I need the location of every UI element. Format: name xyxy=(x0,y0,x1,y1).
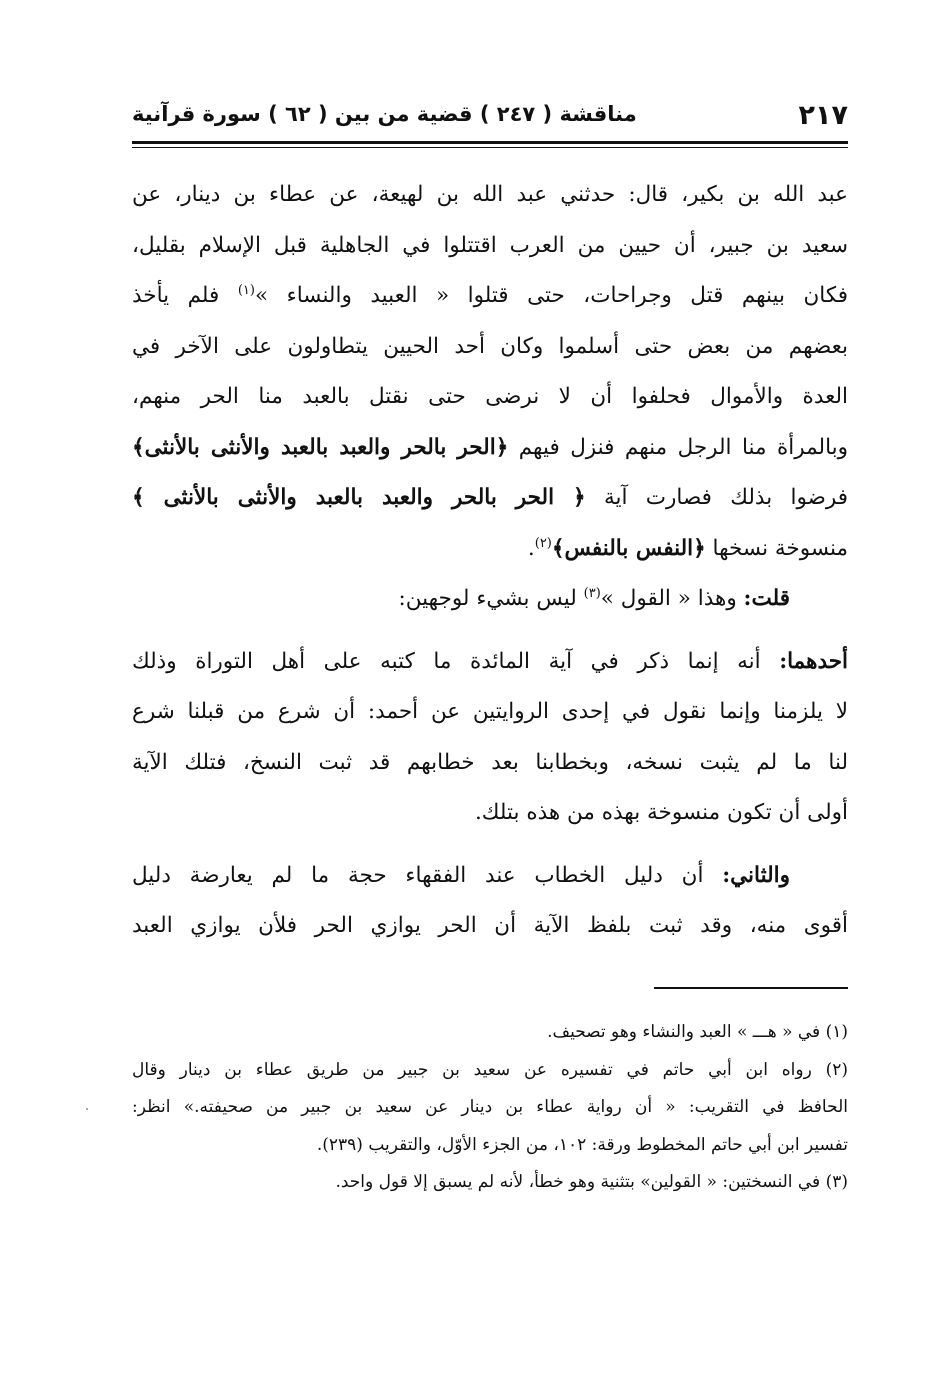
text-line xyxy=(132,170,848,221)
text: أولى أن تكون منسوخة بهذه من هذه بتلك. xyxy=(474,800,848,825)
text: لنا ما لم يثبت نسخه، وبخطابنا بعد خطابهم قد ثبت النسخ، فتلك الآية xyxy=(132,749,848,775)
text: منسوخة نسخها xyxy=(705,535,848,561)
quran-quote: ﴿ الحر بالحر والعبد بالعبد والأنثى بالأنثى ﴾ xyxy=(132,485,586,510)
footnote-ref: (٢) xyxy=(534,535,552,551)
text: أن دليل الخطاب عند الفقهاء حجة ما لم يعارضة دليل xyxy=(132,862,723,888)
text-line xyxy=(132,788,848,839)
heading-word: أحدهما: xyxy=(779,648,848,674)
header-rule-thick xyxy=(132,141,848,144)
footnote: تفسير ابن أبي حاتم المخطوط ورقة: ١٠٢، من الجزء الأوّل، والتقريب (٢٣٩). xyxy=(316,1134,848,1155)
quran-quote: ﴿النفس بالنفس﴾ xyxy=(551,535,706,561)
heading-word: قلت: xyxy=(743,586,790,611)
footnote: (٣) في النسختين: « القولين» بتثنية وهو خطأ، لأنه لم يسبق إلا قول واحد. xyxy=(335,1172,848,1192)
text-line xyxy=(132,423,848,474)
text: العدة والأموال فحلفوا أن لا نرضى حتى نقتل بالعبد منا الحر منهم، xyxy=(132,384,848,409)
text: أنه إنما ذكر في آية المائدة ما كتبه على أهل التوراة وذلك xyxy=(132,648,780,674)
text-line xyxy=(132,524,848,575)
text: . xyxy=(527,535,535,561)
running-title: مناقشة ( ٢٤٧ ) قضية من بين ( ٦٢ ) سورة قرآنية xyxy=(132,102,637,126)
text-line xyxy=(132,637,848,688)
footnote-ref: (٣) xyxy=(583,585,601,601)
text-line xyxy=(132,851,848,902)
text-line xyxy=(132,687,848,738)
text: فلم يأخذ xyxy=(132,283,238,308)
footnote: (٢) رواه ابن أبي حاتم في تفسيره عن سعيد بن جبير من طريق عطاء بن دينار وقال xyxy=(132,1059,848,1080)
text: عبد الله بن بكير، قال: حدثني عبد الله بن لهيعة، عن عطاء بن دينار، عن xyxy=(132,182,848,207)
header-rule-thin xyxy=(132,147,848,148)
heading-word: والثاني: xyxy=(722,862,790,888)
text: فكان بينهم قتل وجراحات، حتى قتلوا « العبيد والنساء » xyxy=(254,283,848,308)
text: بعضهم من بعض حتى أسلموا وكان أحد الحيين يتطاولون على الآخر في xyxy=(132,333,848,359)
footnote-ref: (١) xyxy=(237,282,255,298)
scan-speck xyxy=(86,1108,88,1110)
main-text xyxy=(132,170,848,952)
footnotes xyxy=(132,1014,848,1202)
text: وهذا « القول » xyxy=(600,586,744,611)
footnote: الحافظ في التقريب: « أن رواية عطاء بن دينار عن سعيد بن جبير من صحيفته.» انظر: xyxy=(132,1097,848,1117)
footnote: (١) في « هـــ » العبد والنشاء وهو تصحيف. xyxy=(547,1022,848,1042)
text-line xyxy=(132,221,848,272)
text-line xyxy=(132,473,848,524)
text: أقوى منه، وقد ثبت بلفظ الآية أن الحر يوازي الحر فلأن يوازي العبد xyxy=(132,913,848,938)
page-header xyxy=(132,96,848,140)
text-line xyxy=(132,738,848,789)
text-line xyxy=(132,574,848,625)
quran-quote: ﴿الحر بالحر والعبد بالعبد والأنثى بالأنثى﴾ xyxy=(132,434,509,460)
footnote-separator xyxy=(654,987,848,989)
text-line xyxy=(132,271,848,322)
text-line xyxy=(132,372,848,423)
page-number: ٢١٧ xyxy=(798,100,848,131)
text: وبالمرأة منا الرجل منهم فنزل فيهم xyxy=(508,434,848,460)
text-line xyxy=(132,901,848,952)
text: فرضوا بذلك فصارت آية xyxy=(585,485,848,510)
text: ليس بشيء لوجهين: xyxy=(398,586,584,611)
text: سعيد بن جبير، أن حيين من العرب اقتتلوا في الجاهلية قبل الإسلام بقليل، xyxy=(132,232,848,258)
text: لا يلزمنا وإنما نقول في إحدى الروايتين عن أحمد: أن شرع من قبلنا شرع xyxy=(132,699,848,724)
text-line xyxy=(132,322,848,373)
